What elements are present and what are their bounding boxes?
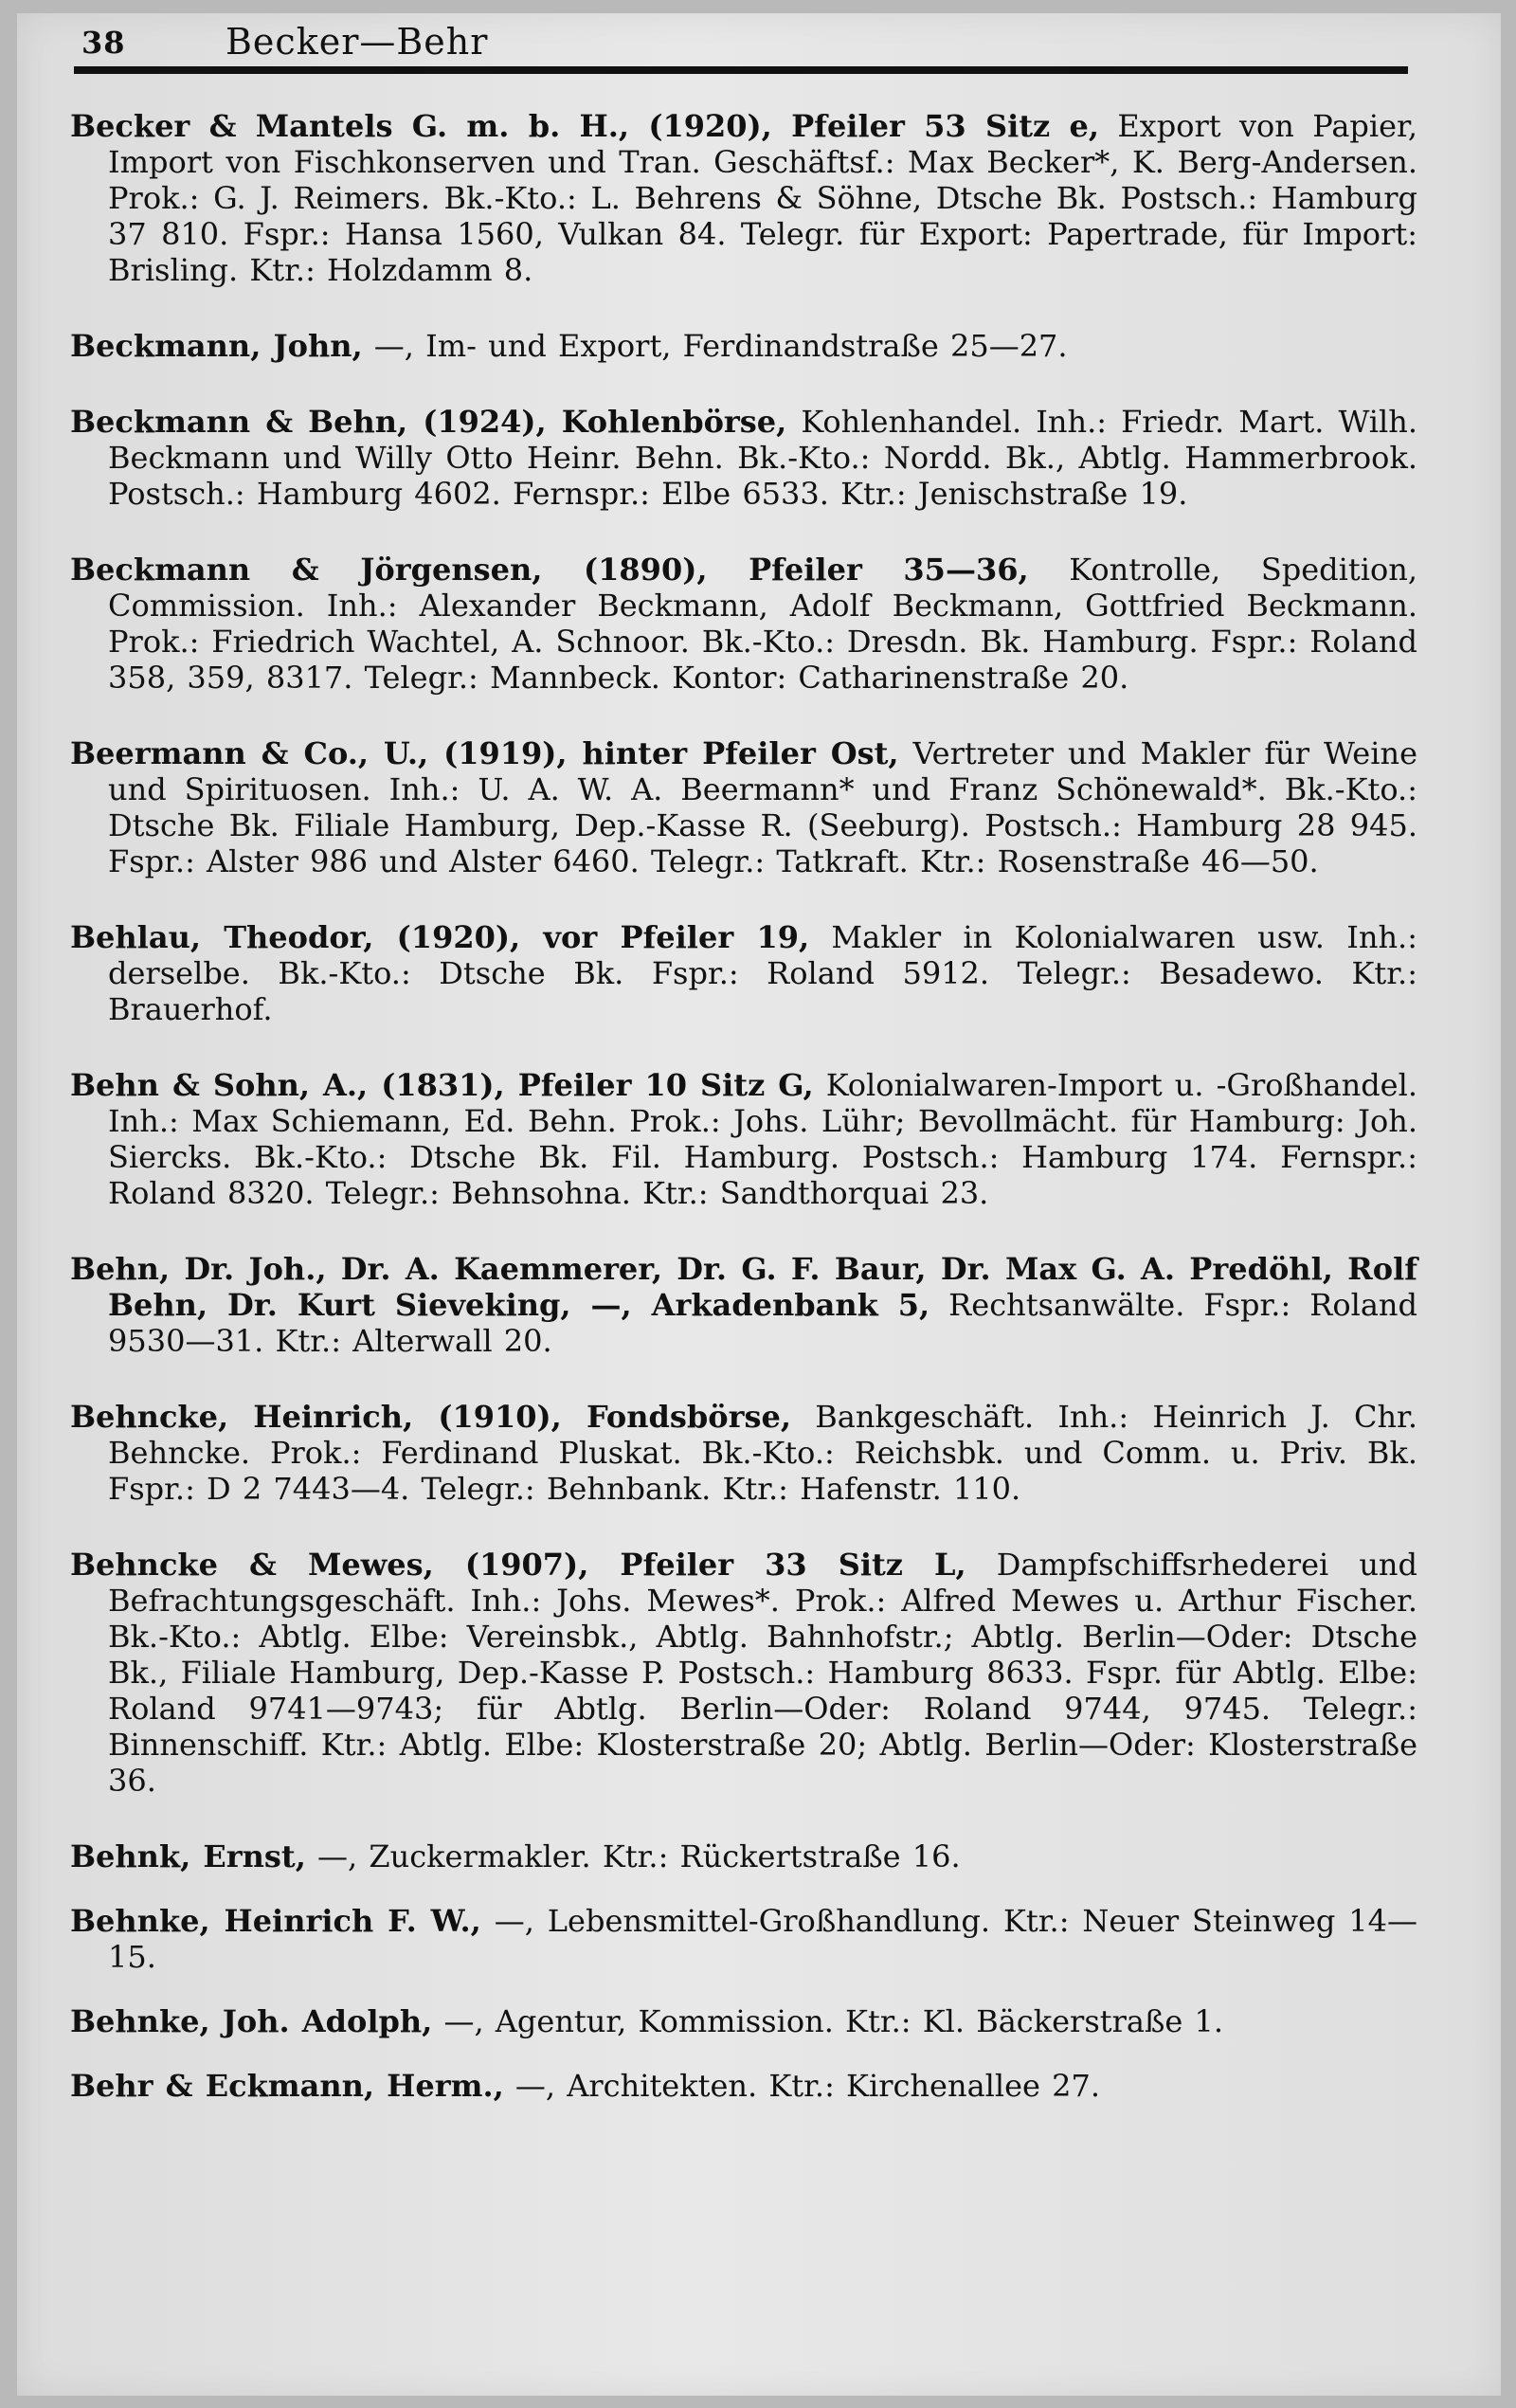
- directory-entry: [70, 735, 1417, 879]
- entry-name: Behlau, Theodor, (1920), vor Pfeiler 19,: [70, 919, 810, 955]
- directory-entry: [70, 108, 1417, 288]
- entry-name: Behn & Sohn, A., (1831), Pfeiler 10 Sitz G,: [70, 1067, 814, 1103]
- entry-name: Behnke, Joh. Adolph,: [70, 2003, 433, 2039]
- entry-text: Export von Papier, Import von Fischkonserven und Tran. Geschäftsf.: Max Becker*, K. Berg-Andersen. Prok.: G. J. Reimers. Bk.-Kto.: L. Behrens & Söhne, Dtsche Bk. Postsch.: Hamburg 37 810. Fspr.: Hansa 1560, Vulkan 84. Telegr. für Export: Papertrade, für Import: Brisling. Ktr.: Holzdamm 8.: [108, 108, 1418, 288]
- entry-name: Behnke, Heinrich F. W.,: [70, 1903, 481, 1939]
- entry-name: Behncke & Mewes, (1907), Pfeiler 33 Sitz L,: [70, 1547, 966, 1583]
- entry-name: Beermann & Co., U., (1919), hinter Pfeiler Ost,: [70, 735, 899, 771]
- entry-text: Kohlenhandel. Inh.: Friedr. Mart. Wilh. Beckmann und Willy Otto Heinr. Behn. Bk.-Kto.: Nordd. Bk., Abtlg. Hammerbrook. Postsch.: Hamburg 4602. Fernspr.: Elbe 6533. Ktr.: Jenischstraße 19.: [108, 404, 1418, 512]
- directory-entry: [70, 328, 1417, 364]
- directory-entry: [70, 919, 1417, 1027]
- entry-name: Becker & Mantels G. m. b. H., (1920), Pfeiler 53 Sitz e,: [70, 108, 1099, 144]
- entry-text: —, Agentur, Kommission. Ktr.: Kl. Bäckerstraße 1.: [443, 2003, 1224, 2039]
- directory-entry: [70, 1399, 1417, 1507]
- entry-text: —, Lebensmittel-Großhandlung. Ktr.: Neuer Steinweg 14—15.: [108, 1903, 1418, 1975]
- entry-text: —, Zuckermakler. Ktr.: Rückertstraße 16.: [317, 1838, 961, 1874]
- directory-entries: [70, 108, 1417, 2132]
- entry-text: Kolonialwaren-Import u. -Großhandel. Inh.: Max Schiemann, Ed. Behn. Prok.: Johs. Lühr; Bevollmächt. für Hamburg: Joh. Siercks. Bk.-Kto.: Dtsche Bk. Fil. Hamburg. Postsch.: Hamburg 174. Fernspr.: Roland 8320. Telegr.: Behnsohna. Ktr.: Sandthorquai 23.: [108, 1067, 1418, 1211]
- entry-text: —, Architekten. Ktr.: Kirchenallee 27.: [514, 2068, 1101, 2104]
- entry-name: Behncke, Heinrich, (1910), Fondsbörse,: [70, 1399, 792, 1435]
- entry-name: Behr & Eckmann, Herm.,: [70, 2068, 504, 2104]
- entry-name: Beckmann, John,: [70, 328, 363, 364]
- directory-entry: [70, 1903, 1417, 1975]
- entry-text: Bankgeschäft. Inh.: Heinrich J. Chr. Behncke. Prok.: Ferdinand Pluskat. Bk.-Kto.: Reichsbk. und Comm. u. Priv. Bk. Fspr.: D 2 7443—4. Telegr.: Behnbank. Ktr.: Hafenstr. 110.: [108, 1399, 1418, 1507]
- entry-text: Rechtsanwälte. Fspr.: Roland 9530—31. Ktr.: Alterwall 20.: [108, 1287, 1418, 1359]
- directory-entry: [70, 1067, 1417, 1211]
- directory-entry: [70, 552, 1417, 696]
- entry-text: Makler in Kolonialwaren usw. Inh.: derselbe. Bk.-Kto.: Dtsche Bk. Fspr.: Roland 5912. Telegr.: Besadewo. Ktr.: Brauerhof.: [108, 919, 1418, 1027]
- entry-name: Beckmann & Jörgensen, (1890), Pfeiler 35—36,: [70, 552, 1029, 588]
- header-rule: [74, 66, 1408, 74]
- entry-name: Behn, Dr. Joh., Dr. A. Kaemmerer, Dr. G. F. Baur, Dr. Max G. A. Predöhl, Rolf Behn, Dr. Kurt Sieveking, —, Arkadenbank 5,: [70, 1251, 1417, 1323]
- directory-entry: [70, 2068, 1417, 2104]
- directory-entry: [70, 2003, 1417, 2039]
- entry-text: Dampfschiffsrhederei und Befrachtungsgeschäft. Inh.: Johs. Mewes*. Prok.: Alfred Mewes u. Arthur Fischer. Bk.-Kto.: Abtlg. Elbe: Vereinsbk., Abtlg. Bahnhofstr.; Abtlg. Berlin—Oder: Dtsche Bk., Filiale Hamburg, Dep.-Kasse P. Postsch.: Hamburg 8633. Fspr. für Abtlg. Elbe: Roland 9741—9743; für Abtlg. Berlin—Oder: Roland 9744, 9745. Telegr.: Binnenschiff. Ktr.: Abtlg. Elbe: Klosterstraße 20; Abtlg. Berlin—Oder: Klosterstraße 36.: [108, 1547, 1418, 1799]
- page-number: 38: [81, 25, 126, 61]
- directory-entry: [70, 404, 1417, 512]
- directory-entry: [70, 1251, 1417, 1359]
- entry-name: Behnk, Ernst,: [70, 1838, 306, 1874]
- entry-text: Kontrolle, Spedition, Commission. Inh.: Alexander Beckmann, Adolf Beckmann, Gottfried Beckmann. Prok.: Friedrich Wachtel, A. Schnoor. Bk.-Kto.: Dresdn. Bk. Hamburg. Fspr.: Roland 358, 359, 8317. Telegr.: Mannbeck. Kontor: Catharinenstraße 20.: [108, 552, 1418, 696]
- running-head: Becker—Behr: [226, 21, 489, 63]
- page-header: [74, 13, 1410, 65]
- directory-page: [17, 13, 1501, 2396]
- directory-entry: [70, 1547, 1417, 1799]
- entry-text: —, Im- und Export, Ferdinandstraße 25—27.: [373, 328, 1068, 364]
- entry-name: Beckmann & Behn, (1924), Kohlenbörse,: [70, 404, 787, 440]
- directory-entry: [70, 1838, 1417, 1874]
- entry-text: Vertreter und Makler für Weine und Spirituosen. Inh.: U. A. W. A. Beermann* und Franz Schönewald*. Bk.-Kto.: Dtsche Bk. Filiale Hamburg, Dep.-Kasse R. (Seeburg). Postsch.: Hamburg 28 945. Fspr.: Alster 986 und Alster 6460. Telegr.: Tatkraft. Ktr.: Rosenstraße 46—50.: [108, 735, 1418, 879]
